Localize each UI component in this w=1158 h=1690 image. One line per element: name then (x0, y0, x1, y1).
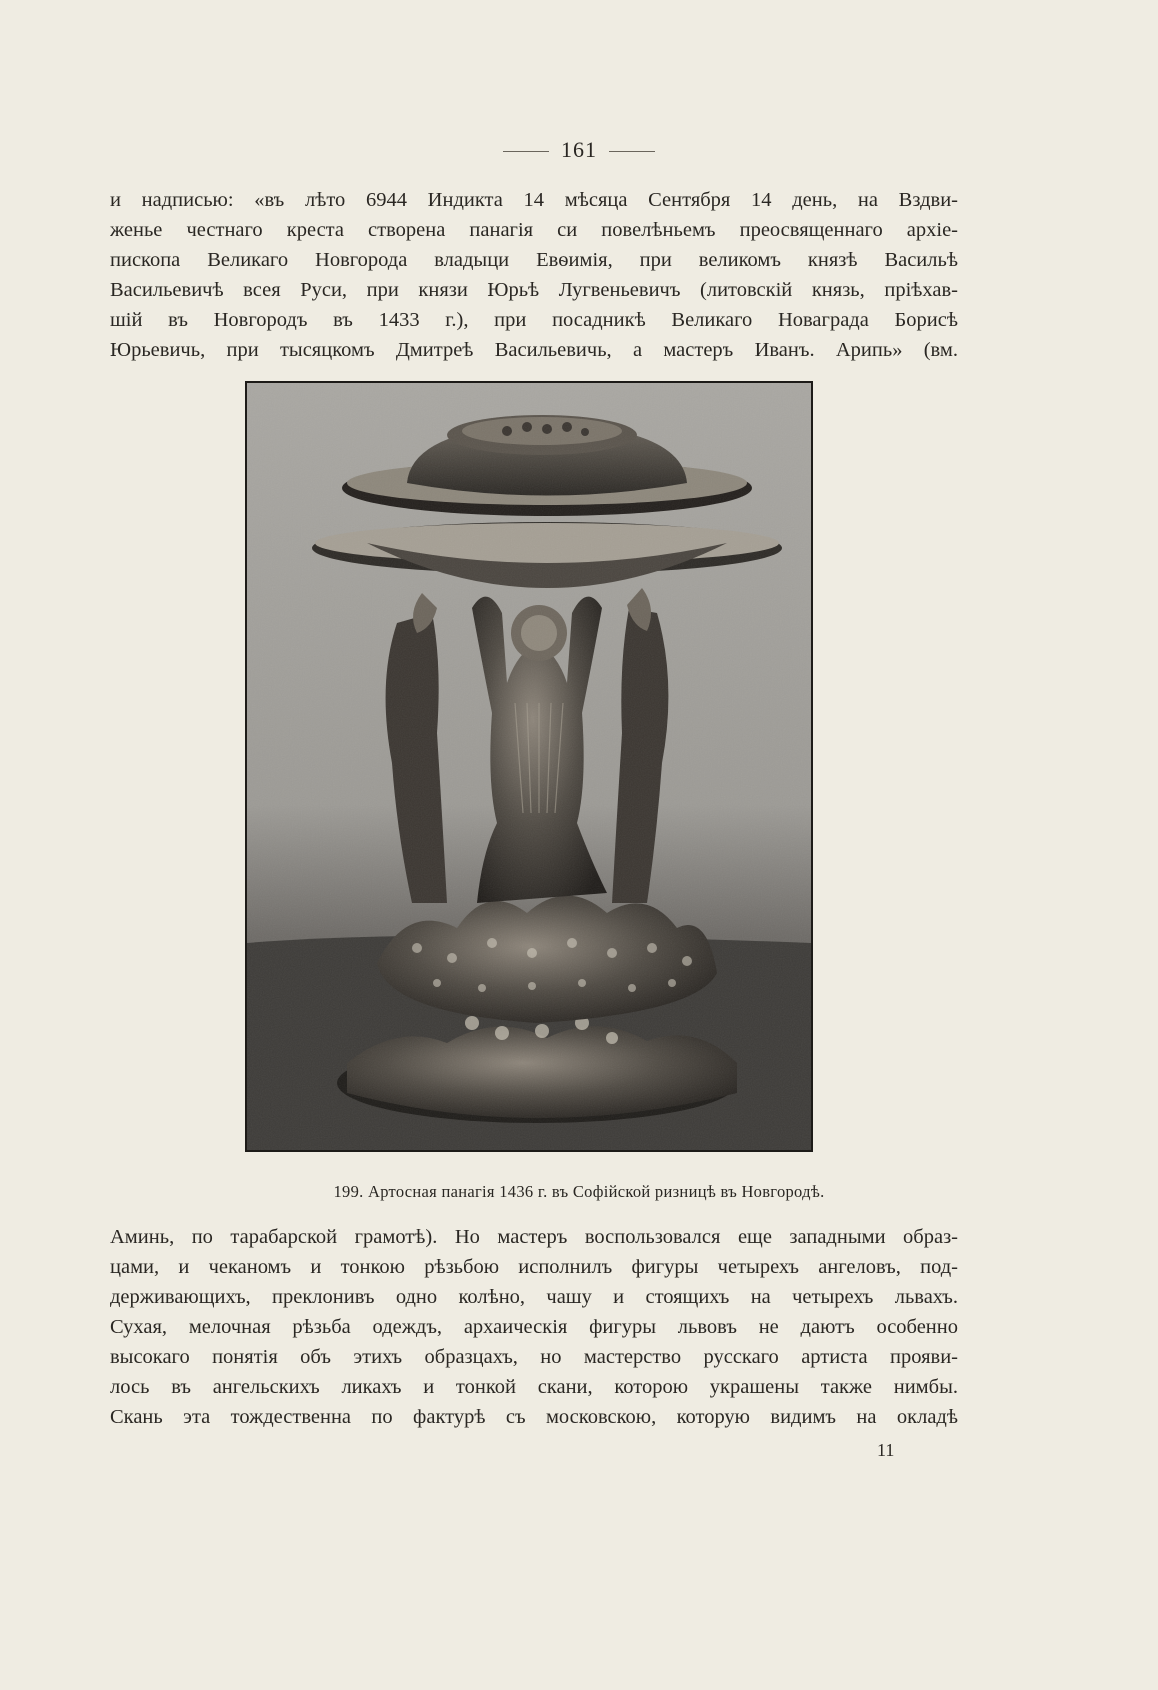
panagia-image (247, 383, 811, 1150)
text-line: держивающихъ, преклонивъ одно колѣно, чашу и стоящихъ на четырехъ львахъ. (110, 1286, 958, 1308)
text-line: пископа Великаго Новгорода владыци Евѳимія, при великомъ князѣ Васильѣ (110, 249, 958, 271)
figure-caption: 199. Артосная панагія 1436 г. въ Софійской ризницѣ въ Новгородѣ. (333, 1182, 825, 1201)
text-line: Аминь, по тарабарской грамотѣ). Но мастеръ воспользовался еще западными образ- (110, 1226, 958, 1248)
text-line: шій въ Новгородъ въ 1433 г.), при посадникѣ Великаго Новаграда Борисѣ (110, 309, 958, 331)
text-line: Скань эта тождественна по фактурѣ съ московскою, которую видимъ на окладѣ (110, 1406, 958, 1428)
page-number-text: 161 (561, 137, 597, 162)
text-line: и надписью: «въ лѣто 6944 Индикта 14 мѣсяца Сентября 14 день, на Вздви- (110, 189, 958, 211)
text-line: женье честнаго креста створена панагія си повелѣньемъ преосвященнаго архіе- (110, 219, 958, 241)
page-number (0, 137, 1158, 163)
text-line: высокаго понятія объ этихъ образцахъ, но мастерство русскаго артиста прояви- (110, 1346, 958, 1368)
left-rule (503, 151, 549, 152)
top-paragraph (110, 185, 958, 365)
right-rule (609, 151, 655, 152)
bottom-paragraph (110, 1222, 958, 1432)
signature-mark: 11 (877, 1440, 895, 1460)
text-line: Сухая, мелочная рѣзьба одеждъ, архаическія фигуры львовъ не даютъ особенно (110, 1316, 958, 1338)
text-line: лось въ ангельскихъ ликахъ и тонкой скани, которою украшены также нимбы. (110, 1376, 958, 1398)
text-line: Юрьевичь, при тысяцкомъ Дмитреѣ Васильевичь, а мастеръ Иванъ. Арипь» (вм. (110, 339, 958, 361)
text-line: цами, и чеканомъ и тонкою рѣзьбою исполнилъ фигуры четырехъ ангеловъ, под- (110, 1256, 958, 1278)
text-line: Васильевичѣ всея Руси, при князи Юрьѣ Лугвеньевичъ (литовскій князь, пріѣхав- (110, 279, 958, 301)
artos-panagia-photograph (245, 381, 813, 1152)
